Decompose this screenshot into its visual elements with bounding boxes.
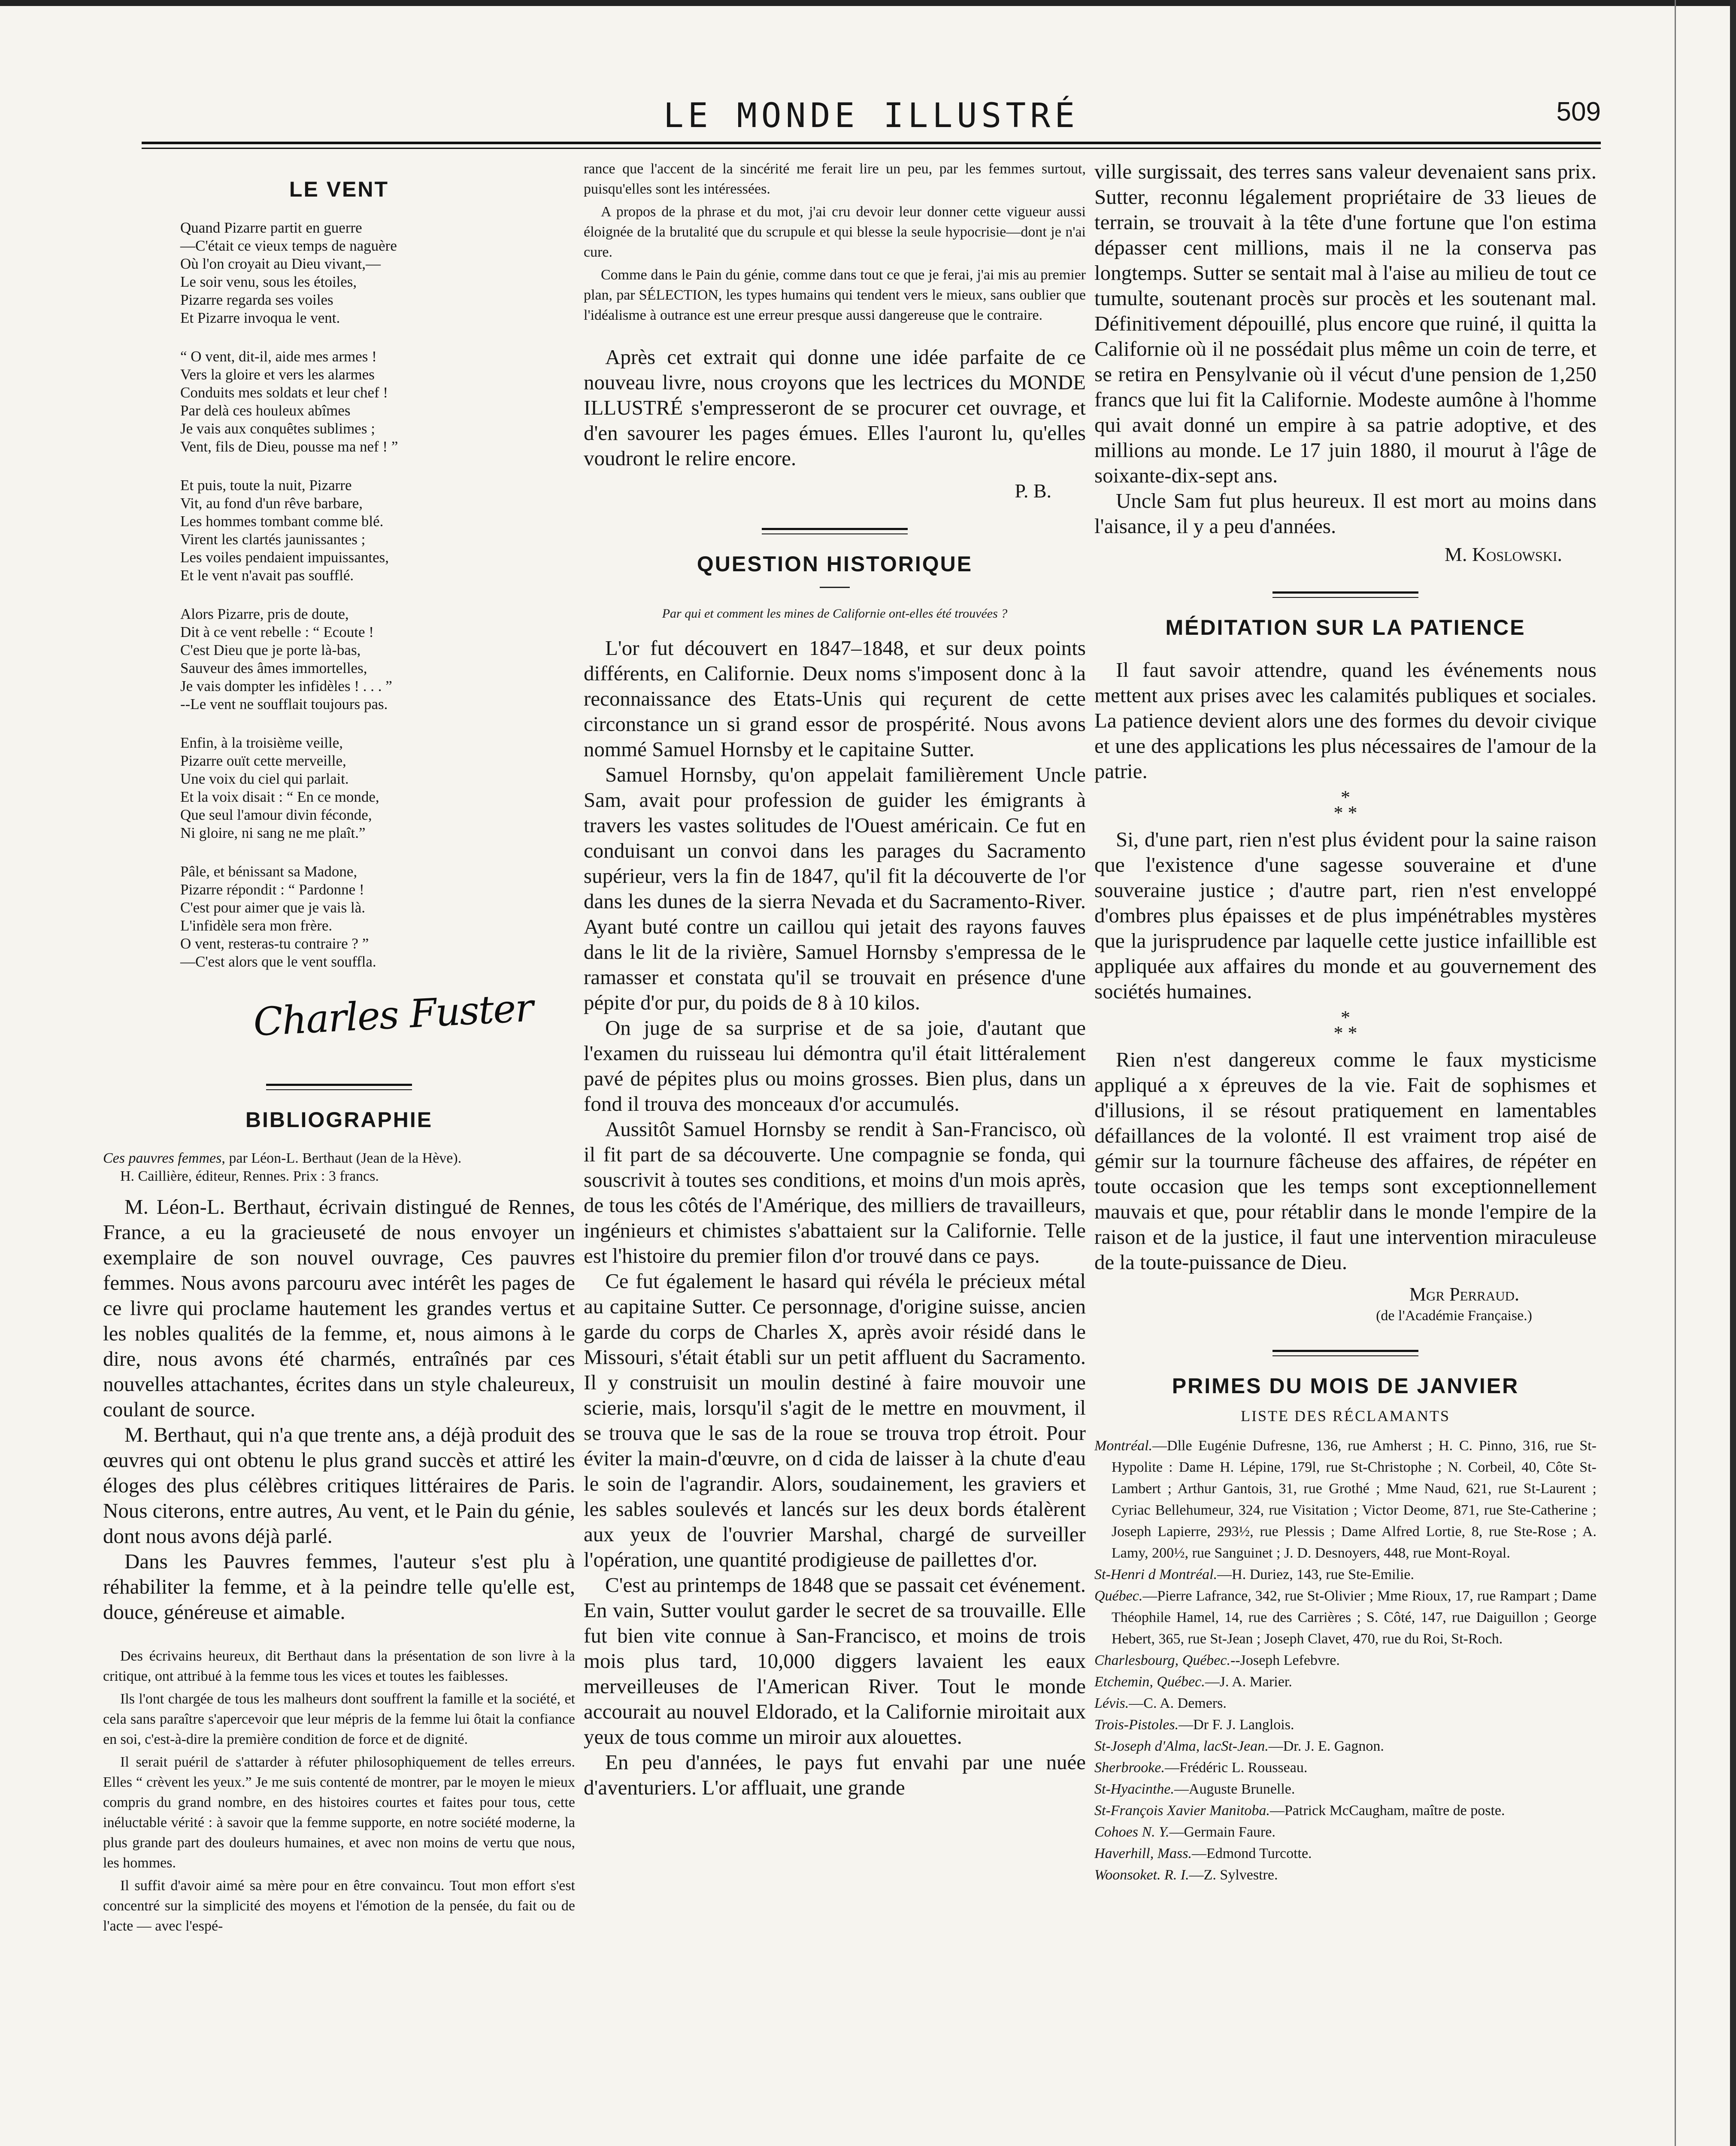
poem-line: Vers la gloire et vers les alarmes [180, 366, 375, 383]
quote-paragraph: Il serait puéril de s'attarder à réfuter philosophiquement de telles erreurs. Elles “ crèvent les yeux.” Je me suis contenté de montrer, par le moyen le mieux compris du grand nombre, en des histoires courtes et faites pour tous, cette inéluctable vérité : à savoir que la femme supporte, en notre société moderne, la plus grande part des douleurs humaines, et avec non moins de vertu que nous, les hommes. [103, 1754, 575, 1871]
poem-line: Virent les clartés jaunissantes ; [180, 531, 366, 548]
poem-line: Les voiles pendaient impuissantes, [180, 549, 389, 566]
claimants-list [1094, 1435, 1597, 1886]
claimant-names: —J. A. Marier. [1205, 1674, 1292, 1690]
claimant-place: Etchemin, Québec. [1094, 1674, 1205, 1690]
book-citation [103, 1149, 575, 1185]
poem-line: Pâle, et bénissant sa Madone, [180, 863, 358, 880]
poem-line: Et Pizarre invoqua le vent. [180, 309, 340, 326]
section-divider [762, 528, 908, 534]
section-divider [1272, 591, 1418, 598]
poem-line: Et puis, toute la nuit, Pizarre [180, 477, 352, 494]
poem-line: --Le vent ne soufflait toujours pas. [180, 696, 388, 712]
claimant-names: —Auguste Brunelle. [1174, 1781, 1295, 1797]
poem-line: Dit à ce vent rebelle : “ Ecoute ! [180, 624, 374, 640]
poem-stanza [180, 476, 575, 585]
paragraph: Rien n'est dangereux comme le faux mysticisme appliqué a x épreuves de la vie. Fait de sophismes et d'illusions, il se résout pratiquement en lamentables défaillances de la volonté. Il est vraiment trop aisé de gémir sur la tournure fâcheuse des affaires, de répéter en toute occasion que les temps sont exceptionnellement mauvais et que, pour rétablir dans le monde l'empire de la raison et de la justice, il faut une intervention miraculeuse de la toute-puissance de Dieu. [1094, 1048, 1597, 1274]
claimant-place: St-Joseph d'Alma, lacSt-Jean. [1094, 1738, 1269, 1754]
poem-line: Une voix du ciel qui parlait. [180, 770, 349, 787]
journal-title: LE MONDE ILLUSTRÉ [663, 97, 1079, 135]
question-author: M. Koslowski. [1445, 543, 1562, 565]
section-divider [1272, 1350, 1418, 1356]
question-body [584, 635, 1086, 1800]
poem-line: Vit, au fond d'un rêve barbare, [180, 495, 363, 512]
poem-line: Que seul l'amour divin féconde, [180, 806, 372, 823]
page-edge-line [1675, 0, 1676, 2146]
poem-line: Pizarre regarda ses voiles [180, 291, 333, 308]
poem-line: C'est pour aimer que je vais là. [180, 899, 366, 916]
poem-stanza [180, 605, 575, 713]
claimant-place: Woonsoket. R. I. [1094, 1867, 1189, 1883]
poem-line: O vent, resteras-tu contraire ? ” [180, 935, 369, 952]
meditation-author: Mgr Perraud. [1409, 1284, 1519, 1305]
claimant-entry [1094, 1564, 1597, 1585]
claimant-names: —H. Duriez, 143, rue Ste-Emilie. [1217, 1567, 1415, 1582]
poem-line: Pizarre ouït cette merveille, [180, 752, 346, 769]
claimant-names: --Joseph Lefebvre. [1230, 1652, 1340, 1668]
quote-paragraph: Ils l'ont chargée de tous les malheurs dont souffrent la famille et la société, et cela sans paraître s'apercevoir que leur mépris de la femme lui ôtait la confiance en soi, c'est-à-dire la première condition de force et de dignité. [103, 1691, 575, 1747]
poem-line: Enfin, à la troisième veille, [180, 734, 343, 751]
paragraph: C'est au printemps de 1848 que se passait cet événement. En vain, Sutter voulut garder le secret de sa trouvaille. Elle fut bien vite connue à San-Francisco, et moins de trois mois plus tard, 10,000 diggers lavaient les eaux merveilleuses de l'American River. Tout le monde accourait au nouvel Eldorado, et la Californie miroitait aux yeux de tous comme un miroir aux alouettes. [584, 1573, 1086, 1749]
paragraph: Il faut savoir attendre, quand les événements nous mettent aux prises avec les calamités publiques et sociales. La patience devient alors une des formes du devoir civique et une des applications les plus nécessaires de l'amour de la patrie. [1094, 658, 1597, 783]
claimant-entry [1094, 1779, 1597, 1800]
asterism: * * * [1333, 1007, 1357, 1043]
paragraph: L'or fut découvert en 1847–1848, et sur deux points différents, en Californie. Deux noms s'imposent donc à la reconnaissance des Etats-Unis qui reçurent de cette circonstance un si grand essor de prospérité. Nous avons nommé Samuel Hornsby et le capitaine Sutter. [584, 636, 1086, 761]
asterism: * * * [1333, 787, 1357, 823]
column-3 [1094, 159, 1597, 2146]
paragraph: Samuel Hornsby, qu'on appelait familièrement Uncle Sam, avait pour profession de guider les émigrants à travers les vastes solitudes de l'Ouest américain. Ce fut en conduisant un convoi dans les parages du Sacramento supérieur, vers la fin de 1847, qu'il fit la découverte de l'or dans les dunes de la sierra Nevada et du Sacramento-River. Ayant buté contre un caillou qui jetait des rayons fauves dans le lit de la rivière, Samuel Hornsby s'empressa de le ramasser et constata qu'il se trouvait en présence d'une pépite d'or pur, du poids de 8 à 10 kilos. [584, 763, 1086, 1014]
quote-paragraph: rance que l'accent de la sincérité me ferait lire un peu, par les femmes surtout, puisqu'elles sont les intéressées. [584, 161, 1086, 197]
short-rule [820, 587, 850, 588]
poem-line: L'infidèle sera mon frère. [180, 917, 333, 934]
poem-line: Alors Pizarre, pris de doute, [180, 606, 349, 622]
claimant-entry [1094, 1757, 1597, 1779]
primes-subtitle: LISTE DES RÉCLAMANTS [1240, 1407, 1450, 1425]
claimant-names: —C. A. Demers. [1129, 1695, 1227, 1711]
claimant-entry [1094, 1671, 1597, 1693]
poem-stanza [180, 734, 575, 842]
paragraph: M. Berthaut, qui n'a que trente ans, a déjà produit des œuvres qui ont obtenu le plus grand succès et attiré les éloges des plus célèbres critiques littéraires de Paris. Nous citerons, entre autres, Au vent, et le Pain du génie, dont nous avons déjà parlé. [103, 1423, 575, 1548]
claimant-names: —Patrick McCaugham, maître de poste. [1269, 1803, 1505, 1819]
claimant-names: —Dr F. J. Langlois. [1179, 1717, 1294, 1733]
claimant-place: St-François Xavier Manitoba. [1094, 1803, 1270, 1819]
poem-line: —C'est alors que le vent souffla. [180, 953, 376, 970]
poem-line: Et le vent n'avait pas soufflé. [180, 567, 354, 584]
claimant-entry [1094, 1843, 1597, 1864]
paragraph: Dans les Pauvres femmes, l'auteur s'est plu à réhabiliter la femme, et à la peindre telle qu'elle est, douce, généreuse et aimable. [103, 1549, 575, 1624]
claimant-entry [1094, 1800, 1597, 1822]
poem [180, 219, 575, 971]
book-title: Ces pauvres femmes [103, 1150, 222, 1166]
poem-signature: Charles Fuster [252, 985, 534, 1045]
claimant-names: —Z. Sylvestre. [1189, 1867, 1278, 1883]
paragraph: En peu d'années, le pays fut envahi par une nuée d'aventuriers. L'or affluait, une grande [584, 1750, 1086, 1799]
claimant-names: —Dr. J. E. Gagnon. [1268, 1738, 1384, 1754]
poem-line: Le soir venu, sous les étoiles, [180, 273, 357, 290]
claimant-names: —Dlle Eugénie Dufresne, 136, rue Amherst ; H. C. Pinno, 316, rue St-Hypolite : Dame H. Lépine, 179l, rue St-Christophe ; N. Corbeil, 40, Côte St-Lambert ; Arthur Gantois, 31, rue Grothé ; Mme Naud, 621, rue St-Laurent ; Cyriac Bellehumeur, 324, rue Visitation ; Victor Deome, 871, rue Ste-Catherine ; Joseph Lapierre, 293½, rue Plessis ; Dame Alfred Lortie, 8, rue Ste-Rose ; A. Lamy, 200½, rue Sanguinet ; J. D. Desnoyers, 448, rue Mont-Royal. [1112, 1438, 1597, 1561]
poem-line: Où l'on croyait au Dieu vivant,— [180, 255, 381, 272]
claimant-entry [1094, 1822, 1597, 1843]
question-title: QUESTION HISTORIQUE [697, 552, 973, 576]
paragraph: M. Léon-L. Berthaut, écrivain distingué de Rennes, France, a eu la gracieuseté de nous envoyer un exemplaire de son nouvel ouvrage, Ces pauvres femmes. Nous avons parcouru avec intérêt les pages de ce livre qui proclame hautement les grandes vertus et les nobles qualités de la femme, et, nous aimons à le dire, nous avons été charmés, entraînés par ces nouvelles attachantes, écrites dans un style chaleureux, coulant de source. [103, 1195, 575, 1421]
poem-line: Conduits mes soldats et leur chef ! [180, 384, 388, 401]
paragraph: Après cet extrait qui donne une idée parfaite de ce nouveau livre, nous croyons que les lectrices du MONDE ILLUSTRÉ s'empresseront de se procurer cet ouvrage, et d'en savourer les pages émues. Elles l'auront lu, qu'elles voudront le relire encore. [584, 345, 1086, 470]
quote-paragraph: Il suffit d'avoir aimé sa mère pour en être convaincu. Tout mon effort s'est concentré sur la simplicité des moyens et l'émotion de la pensée, du fait ou de l'acte — avec l'espé- [103, 1878, 575, 1934]
header-rule [142, 142, 1601, 144]
poem-line: Et la voix disait : “ En ce monde, [180, 788, 379, 805]
poem-line: Quand Pizarre partit en guerre [180, 219, 362, 236]
page-number: 509 [1556, 97, 1601, 127]
poem-line: Je vais dompter les infidèles ! . . . ” [180, 678, 392, 694]
claimant-names: —Germain Faure. [1169, 1824, 1275, 1840]
claimant-names: —Edmond Turcotte. [1191, 1846, 1312, 1861]
poem-line: Les hommes tombant comme blé. [180, 513, 384, 530]
paragraph: Ce fut également le hasard qui révéla le précieux métal au capitaine Sutter. Ce personnage, d'origine suisse, ancien garde du corps de Charles X, après avoir résidé dans le Missouri, s'était établi sur un petit affluent du Sacramento. Il y construisit un moulin destiné à faire mouvoir une scierie, mais, lorsqu'il s'agit de le mettre en mouvment, il se trouva que le sas de la roue se trouva trop étroit. Pour éviter la main-d'œuvre, on d cida de laisser à la chute d'eau le soin de l'agrandir. Alors, soudainement, les graviers et les sables soulevés et lancés sur les deux bords étalèrent aux yeux de l'ouvrier Marshal, chargé de surveiller l'opération, une quantité prodigieuse de paillettes d'or. [584, 1269, 1086, 1571]
claimant-entry [1094, 1585, 1597, 1650]
claimant-place: Sherbrooke. [1094, 1760, 1165, 1776]
claimant-names: —Frédéric L. Rousseau. [1164, 1760, 1308, 1776]
scan-border-top [0, 0, 1736, 6]
paragraph: Uncle Sam fut plus heureux. Il est mort au moins dans l'aisance, il y a peu d'années. [1094, 489, 1597, 538]
claimant-entry [1094, 1693, 1597, 1714]
column-1 [103, 167, 575, 2146]
paragraph: Si, d'une part, rien n'est plus évident pour la saine raison que l'existence d'une sagesse souveraine et d'une souveraine justice ; d'autre part, rien n'est enveloppé d'ombres plus épaisses et de plus impénétrables mystères que la jurisprudence par laquelle cette justice infaillible est appliquée aux affaires du monde et au gouvernement des sociétés humaines. [1094, 827, 1597, 1003]
claimant-entry [1094, 1714, 1597, 1736]
column-2 [584, 159, 1086, 2146]
book-author: , par Léon-L. Berthaut (Jean de la Hève). [221, 1150, 462, 1166]
quote-paragraph: Des écrivains heureux, dit Berthaut dans la présentation de son livre à la critique, ont attribué à la femme tous les vices et toutes les faiblesses. [103, 1648, 575, 1684]
section-divider [266, 1084, 412, 1090]
poem-title: LE VENT [289, 177, 389, 201]
poem-line: Vent, fils de Dieu, pousse ma nef ! ” [180, 438, 398, 455]
meditation-body [1094, 657, 1597, 1275]
poem-stanza [180, 348, 575, 456]
poem-stanza [180, 219, 575, 327]
quote-paragraph: A propos de la phrase et du mot, j'ai cru devoir leur donner cette vigueur aussi éloignée de la brutalité que du scrupule et qui blesse la seule hypocrisie—dont je n'ai cure. [584, 204, 1086, 260]
poem-line: Sauveur des âmes immortelles, [180, 660, 367, 676]
quote-paragraph: Comme dans le Pain du génie, comme dans tout ce que je ferai, j'ai mis au premier plan, par SÉLECTION, les types humains qui tendent vers le mieux, sans oublier que l'idéalisme à outrance est une erreur presque aussi dangereuse que le contraire. [584, 267, 1086, 323]
page-header [142, 97, 1601, 144]
claimant-place: St-Hyacinthe. [1094, 1781, 1174, 1797]
poem-line: Par delà ces houleux abîmes [180, 402, 351, 419]
question-body-continued [1094, 159, 1597, 539]
claimant-place: Lévis. [1094, 1695, 1129, 1711]
claimant-place: Trois-Pistoles. [1094, 1717, 1179, 1733]
claimant-place: Charlesbourg, Québec. [1094, 1652, 1230, 1668]
claimant-entry [1094, 1864, 1597, 1886]
poem-stanza [180, 863, 575, 971]
paragraph: ville surgissait, des terres sans valeur devenaient sans prix. Sutter, reconnu légalement propriétaire de 33 lieues de terrain, se trouvait à la tête d'une fortune que l'on estima dépasser cent millions, mais il ne la conserva pas longtemps. Sutter se sentait mal à l'aise au milieu de tout ce tumulte, soutenant procès sur procès et les soutenant mal. Définitivement dépouillé, plus encore que ruiné, il quitta la Californie où il ne possédait plus même un coin de terre, et se retira en Pensylvanie où il vécut d'une pension de 1,250 francs que lui fit la Californie. Modeste aumône à l'homme qui avait donné un empire à sa patrie adoptive, et des millions au monde. Le 17 juin 1880, il mourut à l'âge de soixante-dix-sept ans. [1094, 160, 1597, 487]
poem-line: Je vais aux conquêtes sublimes ; [180, 420, 375, 437]
poem-line: C'est Dieu que je porte là-bas, [180, 642, 361, 658]
paragraph: Aussitôt Samuel Hornsby se rendit à San-Francisco, où il fit part de sa découverte. Une compagnie se fonda, qui souscrivit à toutes ses conditions, et moins d'un mois après, de tous les côtés de l'Amérique, des milliers de travailleurs, ingénieurs et chimistes s'abattaient sur la Californie. Telle est l'histoire du premier filon d'or trouvé dans ce pays. [584, 1117, 1086, 1267]
poem-line: Ni gloire, ni sang ne me plaît.” [180, 824, 366, 841]
bibliographie-title: BIBLIOGRAPHIE [245, 1108, 433, 1132]
meditation-affiliation: (de l'Académie Française.) [1376, 1308, 1532, 1324]
claimant-names: —Pierre Lafrance, 342, rue St-Olivier ; Mme Rioux, 17, rue Rampart ; Dame Théophile Hamel, 14, rue des Carrières ; S. Côté, 147, rue Daiguillon ; George Hebert, 365, rue St-Jean ; Joseph Clavet, 470, rue du Roi, St-Roch. [1112, 1588, 1597, 1647]
header-rule-thin [142, 148, 1601, 149]
bibliographie-closing [584, 344, 1086, 471]
claimant-entry [1094, 1435, 1597, 1564]
poem-line: “ O vent, dit-il, aide mes armes ! [180, 348, 377, 365]
claimant-entry [1094, 1736, 1597, 1757]
bibliographie-quote-continued [584, 159, 1086, 325]
poem-line: —C'était ce vieux temps de naguère [180, 237, 397, 254]
scan-border-right [1730, 0, 1736, 2146]
poem-line: Pizarre répondit : “ Pardonne ! [180, 881, 364, 898]
primes-title: PRIMES DU MOIS DE JANVIER [1172, 1374, 1519, 1398]
claimant-place: Montréal. [1094, 1438, 1153, 1454]
book-publisher: H. Caillière, éditeur, Rennes. Prix : 3 francs. [120, 1168, 379, 1184]
paragraph: On juge de sa surprise et de sa joie, d'autant que l'examen du ruisseau lui démontra qu'il était littéralement pavé de pépites plus ou moins grosses. Bien plus, dans un fond il trouva des monceaux d'or accumulés. [584, 1016, 1086, 1115]
claimant-place: Haverhill, Mass. [1094, 1846, 1192, 1861]
bibliographie-quote [103, 1646, 575, 1936]
question-subtitle: Par qui et comment les mines de Californie ont-elles été trouvées ? [662, 606, 1008, 621]
bibliographie-body [103, 1194, 575, 1625]
claimant-place: Cohoes N. Y. [1094, 1824, 1169, 1840]
claimant-place: St-Henri d Montréal. [1094, 1567, 1218, 1582]
meditation-title: MÉDITATION SUR LA PATIENCE [1165, 615, 1526, 640]
claimant-place: Québec. [1094, 1588, 1143, 1604]
claimant-entry [1094, 1650, 1597, 1671]
article-initials: P. B. [1015, 480, 1051, 502]
